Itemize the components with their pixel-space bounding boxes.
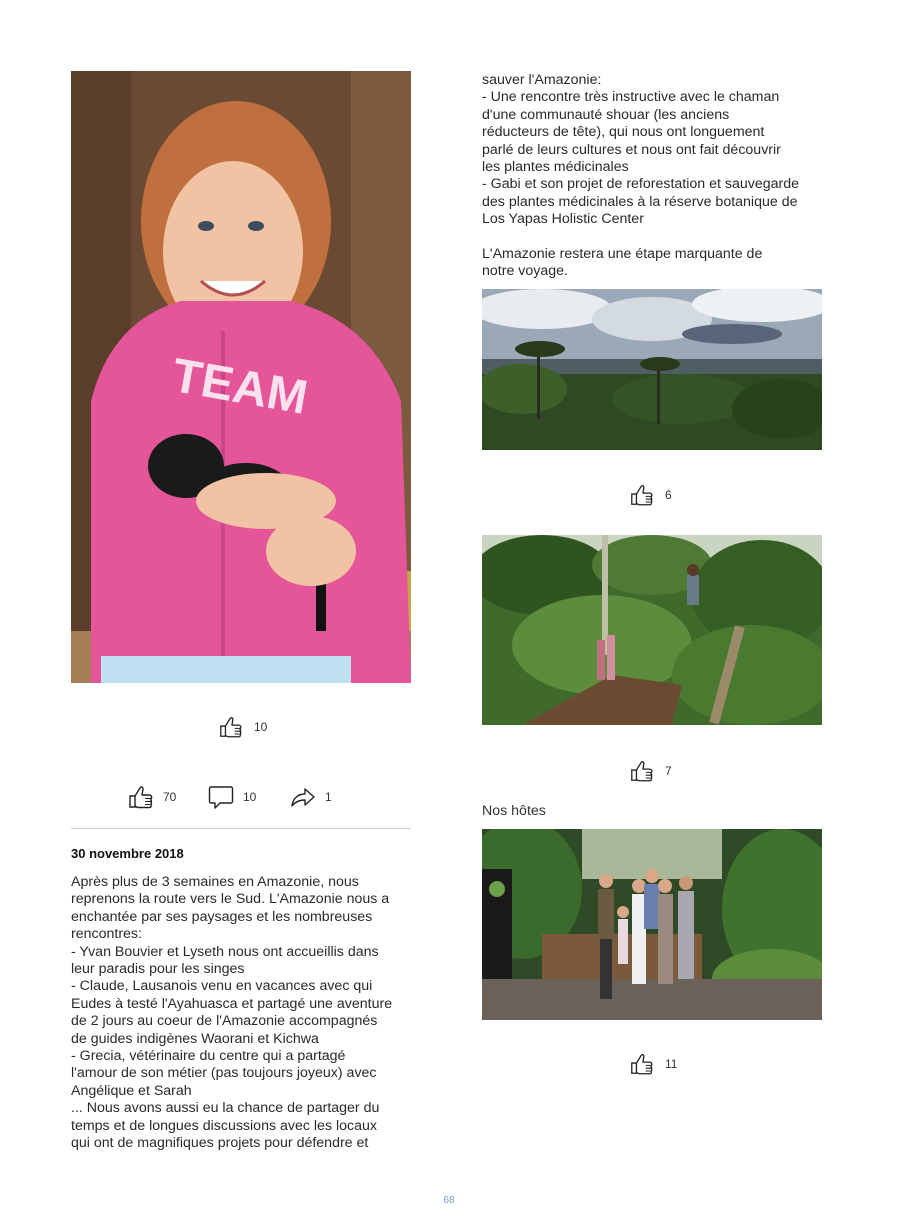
photo-like-row[interactable]: [629, 482, 672, 508]
post-shares[interactable]: [289, 783, 332, 811]
photo-like-count: 6: [665, 488, 672, 502]
photo-like-row[interactable]: [629, 758, 672, 784]
post-text-left: Après plus de 3 semaines en Amazonie, nous reprenons la route vers le Sud. L'Amazonie nous a enchantée par ses paysages et les nombreuses rencontres: - Yvan Bouvier et Lyseth nous ont accueillis dans leur paradis pour les singes - Claude, Lausanois venu en vacances avec qui Eudes à testé l'Ayahuasca et partagé une aventure de 2 jours au coeur de l'Amazonie accompagnés de guides indigènes Waorani et Kichwa - Grecia, vétérinaire du centre qui a partagé l'amour de son métier (pas toujours joyeux) avec Angélique et Sarah ... Nous avons aussi eu la chance de partager du temps et de longues discussions avec les locaux qui ont de magnifiques projets pour défendre et: [71, 874, 393, 1152]
thumbs-up-icon[interactable]: [629, 1051, 655, 1077]
post-like-count: 70: [163, 790, 177, 804]
thumbs-up-icon[interactable]: [629, 482, 655, 508]
photo-like-count: 11: [665, 1057, 678, 1071]
post-likes[interactable]: [127, 783, 176, 811]
girl-with-monkey-photo[interactable]: [71, 71, 411, 683]
jungle-photo[interactable]: [482, 535, 822, 725]
comment-icon[interactable]: [207, 783, 235, 811]
hosts-group-photo[interactable]: [482, 829, 822, 1020]
thumbs-up-icon[interactable]: [218, 714, 244, 740]
post-text-right: sauver l'Amazonie: - Une rencontre très instructive avec le chaman d'une communauté shouar (les anciens réducteurs de tête), qui nous ont longuement parlé de leurs cultures et nous ont fait découvrir les plantes médicinales - Gabi et son projet de reforestation et sauvegarde des plantes médicinales à la réserve botanique de Los Yapas Holistic Center L'Amazonie restera une étape marquante de notre voyage.: [482, 72, 800, 280]
post-comments[interactable]: [207, 783, 256, 811]
thumbs-up-icon[interactable]: [127, 783, 155, 811]
thumbs-up-icon[interactable]: [629, 758, 655, 784]
post-comment-count: 10: [243, 790, 257, 804]
svg-text:TEAM: TEAM: [168, 349, 312, 425]
photo-like-count: 10: [254, 720, 268, 734]
page-number: 68: [443, 1195, 455, 1206]
photo-like-row[interactable]: [629, 1051, 677, 1077]
photo-caption: Nos hôtes: [482, 803, 546, 819]
divider: [71, 828, 411, 829]
post-share-count: 1: [325, 790, 332, 804]
post-date: 30 novembre 2018: [71, 846, 184, 861]
photo-like-row[interactable]: [218, 714, 267, 740]
photo-like-count: 7: [665, 764, 672, 778]
share-icon[interactable]: [289, 783, 317, 811]
post-stats: [71, 783, 411, 813]
amazon-landscape-photo[interactable]: [482, 289, 822, 450]
